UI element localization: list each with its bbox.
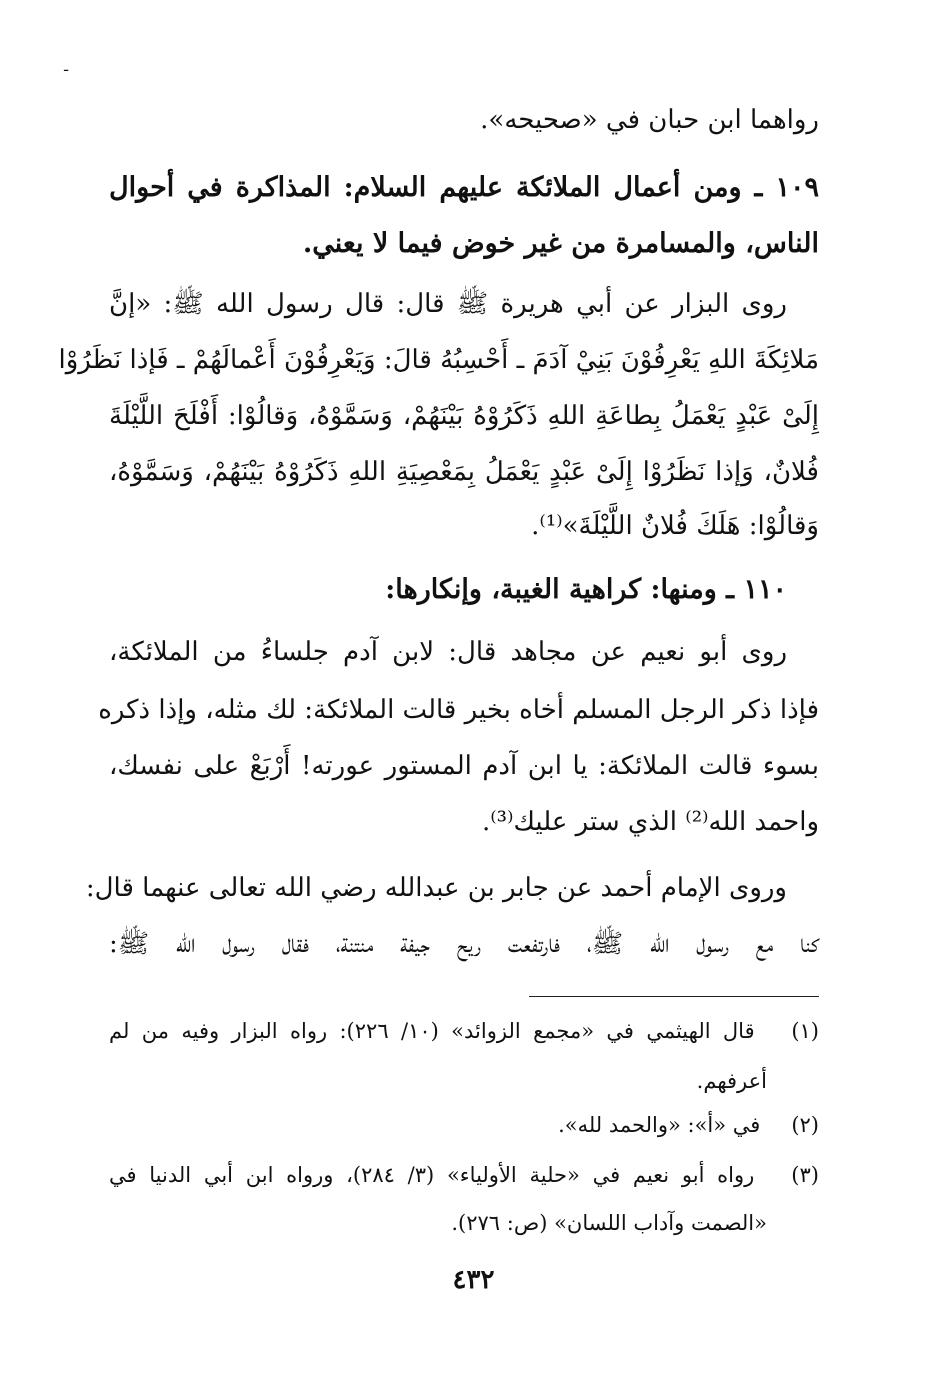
footnote-3-cont: «الصمت وآداب اللسان» (ص: ٢٧٦). <box>451 1211 767 1235</box>
section-heading-109-cont: الناس، والمسامرة من غير خوض فيما لا يعني. <box>302 228 819 259</box>
hadith-line: فُلانٌ، وَإذا نَظَرُوْا إِلَىْ عَبْدٍ يَعْمَلُ بِمَعْصِيَةِ اللهِ ذَكَرُوْهُ بَيْنَهُمْ، وَسَمَّوْهُ، <box>109 457 819 487</box>
page-number: ٤٣٢ <box>452 1265 495 1295</box>
footnote-text: قال الهيثمي في «مجمع الزوائد» (١٠/ ٢٢٦): رواه البزار وفيه من لم <box>109 1019 755 1043</box>
footnote-number: (١) <box>791 1019 819 1043</box>
text-line: واحمد الله⁽²⁾ الذي ستر عليك⁽³⁾. <box>482 807 819 837</box>
hadith-line: إِلَىْ عَبْدٍ يَعْمَلُ بِطاعَةِ اللهِ ذَكَرُوْهُ بَيْنَهُمْ، وَسَمَّوْهُ، وَقالُوْا: أَفْلَحَ اللَّيْلَةَ <box>109 401 819 431</box>
hadith-line: مَلائِكَةَ اللهِ يَعْرِفُوْنَ بَنِيْ آدَمَ ـ أَحْسِبُهُ قالَ: وَيَعْرِفُوْنَ أَعْمالَهُمْ ـ فَإذا نَظَرُوْا <box>58 345 819 375</box>
footnote-1-cont: أعرفهم. <box>696 1069 767 1093</box>
footnote-number: (٣) <box>791 1163 819 1187</box>
footnote-text: رواه أبو نعيم في «حلية الأولياء» (٣/ ٢٨٤)، ورواه ابن أبي الدنيا في <box>109 1163 755 1187</box>
footnote-1 <box>109 1014 819 1048</box>
text-line: كنا مع رسول الله ﷺ، فارتفعت ريح جيفة منتنة، فقال رسول الله ﷺ: <box>109 929 819 959</box>
corner-mark: ـ <box>64 59 69 75</box>
section-heading-109: ١٠٩ ـ ومن أعمال الملائكة عليهم السلام: المذاكرة في أحوال <box>109 172 819 203</box>
text-line: فإذا ذكر الرجل المسلم أخاه بخير قالت الملائكة: لك مثله، وإذا ذكره <box>98 695 819 725</box>
text-line: روى أبو نعيم عن مجاهد قال: لابن آدم جلساءُ من الملائكة، <box>109 637 787 667</box>
footnote-2 <box>109 1108 819 1142</box>
footnote-number: (٢) <box>791 1113 819 1137</box>
section-heading-110: ١١٠ ـ ومنها: كراهية الغيبة، وإنكارها: <box>385 574 787 605</box>
footnote-3 <box>109 1158 819 1192</box>
hadith-line: وَقالُوْا: هَلَكَ فُلانٌ اللَّيْلَةَ»⁽¹⁾. <box>531 511 819 541</box>
text-line: وروى الإمام أحمد عن جابر بن عبدالله رضي الله تعالى عنهما قال: <box>85 873 787 903</box>
footnote-divider <box>529 996 819 997</box>
hadith-line: روى البزار عن أبي هريرة ﷺ قال: قال رسول الله ﷺ: «إنَّ <box>109 289 787 319</box>
footnote-text: في «أ»: «والحمد لله». <box>558 1113 761 1137</box>
text-line: رواهما ابن حبان في «صحيحه». <box>480 105 819 135</box>
text-line: بسوء قالت الملائكة: يا ابن آدم المستور عورته! أَرْبَعْ على نفسك، <box>109 751 819 781</box>
